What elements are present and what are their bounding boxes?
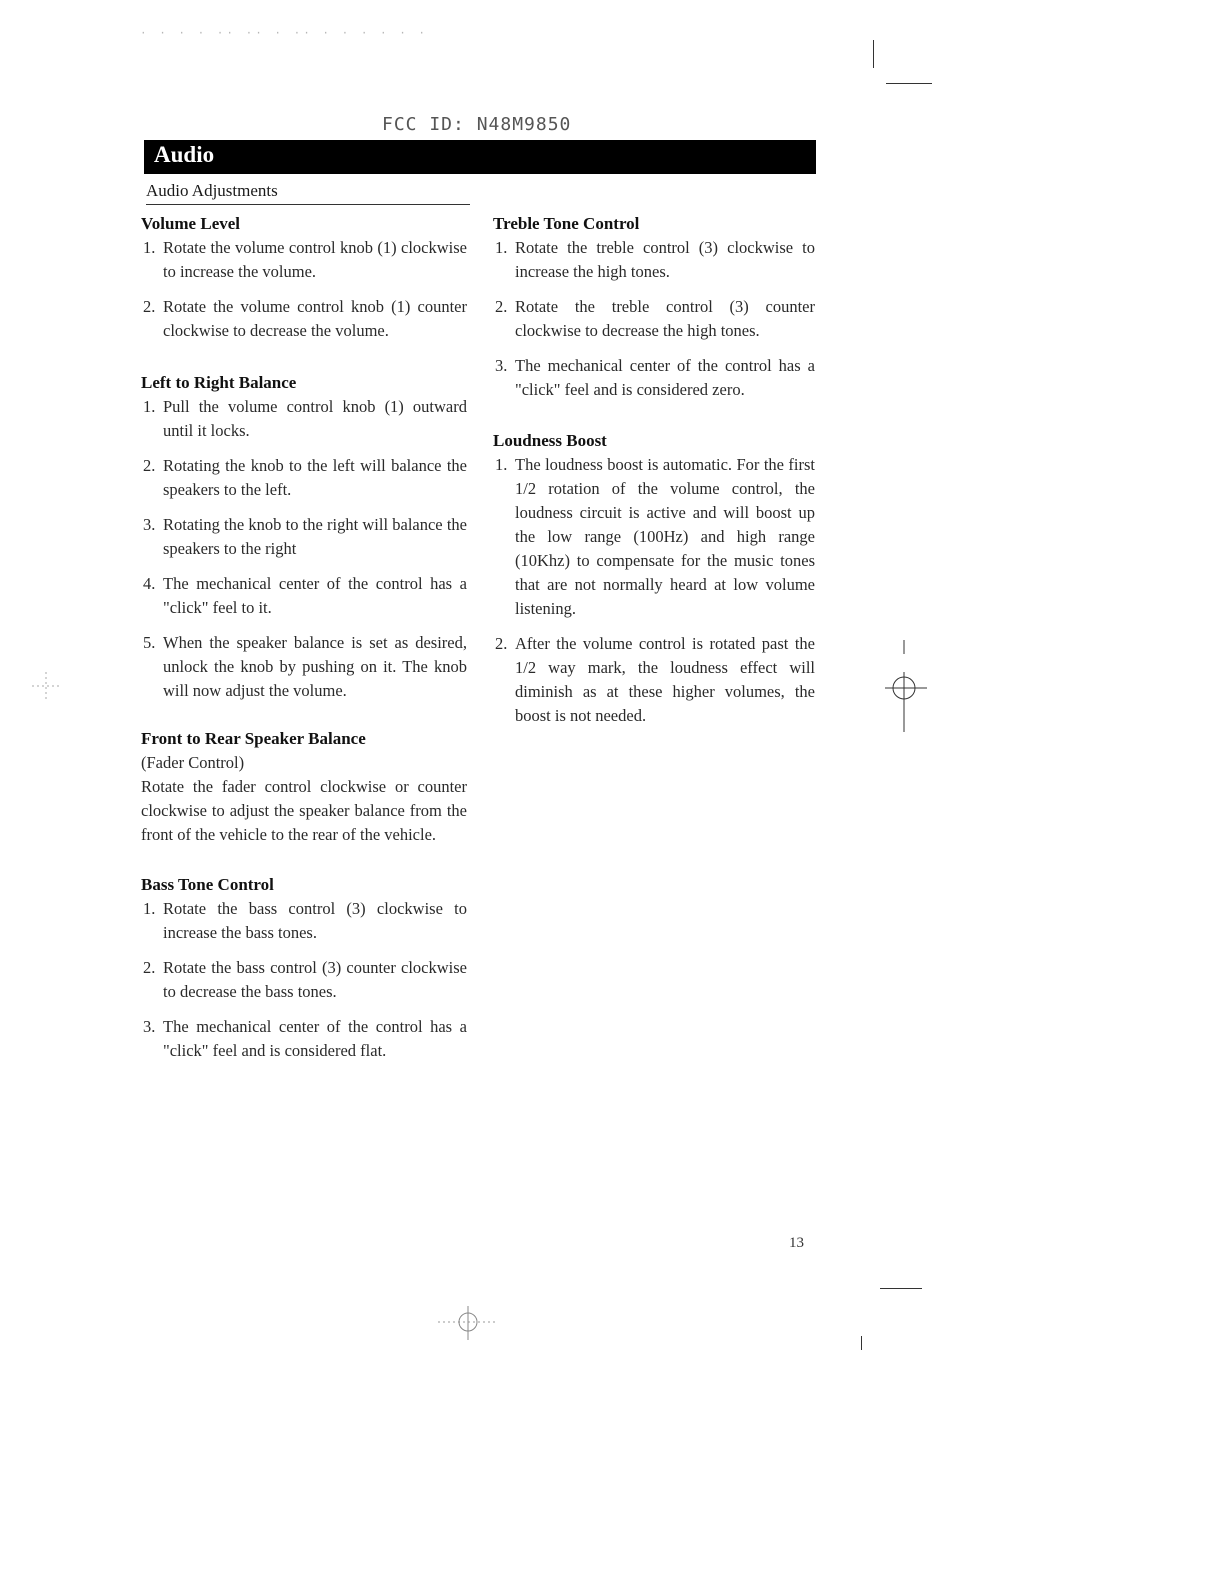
item-text: When the speaker balance is set as desired, unlock the knob by pushing on it. The knob will now adjust the volume. [163, 633, 467, 700]
list-item [141, 1015, 467, 1063]
list-item [141, 897, 467, 945]
list-item [493, 354, 815, 402]
crop-line [880, 1288, 922, 1289]
item-number: 4. [143, 574, 156, 593]
scan-artifact-text: · · · · ·· ·· · ·· · · · · · · [140, 28, 429, 40]
crop-line [873, 40, 874, 68]
list-item [493, 632, 815, 728]
list-item [141, 631, 467, 703]
registration-mark-icon [438, 1302, 498, 1342]
section-rule [146, 204, 470, 205]
item-number: 2. [495, 297, 508, 316]
list-item [141, 956, 467, 1004]
item-number: 5. [143, 633, 156, 652]
item-number: 1. [143, 899, 156, 918]
registration-mark-icon [885, 640, 929, 734]
banner-title: Audio [154, 142, 215, 167]
bass-list [141, 897, 467, 1063]
item-number: 3. [495, 356, 508, 375]
right-column [493, 212, 815, 739]
list-item [493, 295, 815, 343]
volume-list [141, 236, 467, 343]
item-number: 2. [143, 456, 156, 475]
crop-line [886, 83, 932, 84]
item-text: Rotate the bass control (3) counter clockwise to decrease the bass tones. [163, 958, 467, 1001]
item-number: 1. [143, 238, 156, 257]
item-number: 1. [143, 397, 156, 416]
item-number: 3. [143, 515, 156, 534]
list-item [141, 236, 467, 284]
list-item [141, 395, 467, 443]
section-banner [144, 140, 816, 174]
left-column [141, 212, 467, 1074]
item-text: Rotate the treble control (3) counter clockwise to decrease the high tones. [515, 297, 815, 340]
item-text: The loudness boost is automatic. For the first 1/2 rotation of the volume control, the loudness circuit is active and will boost up the low range (100Hz) and high range (10Khz) to compensate for the music tones that are not normally heard at low volume listening. [515, 455, 815, 618]
item-number: 2. [143, 297, 156, 316]
item-number: 3. [143, 1017, 156, 1036]
fcc-id: FCC ID: N48M9850 [382, 114, 572, 135]
list-item [493, 453, 815, 621]
item-text: Rotating the knob to the right will balance the speakers to the right [163, 515, 467, 558]
item-text: Pull the volume control knob (1) outward until it locks. [163, 397, 467, 440]
item-text: After the volume control is rotated past the 1/2 way mark, the loudness effect will diminish as at these higher volumes, the boost is not needed. [515, 634, 815, 725]
loudness-list [493, 453, 815, 728]
item-text: Rotate the treble control (3) clockwise to increase the high tones. [515, 238, 815, 281]
item-text: Rotate the volume control knob (1) clockwise to increase the volume. [163, 238, 467, 281]
bass-heading: Bass Tone Control [141, 875, 274, 894]
item-number: 2. [495, 634, 508, 653]
list-item [141, 572, 467, 620]
list-item [493, 236, 815, 284]
treble-list [493, 236, 815, 402]
item-text: The mechanical center of the control has a "click" feel and is considered zero. [515, 356, 815, 399]
treble-heading: Treble Tone Control [493, 214, 640, 233]
item-text: Rotate the bass control (3) clockwise to increase the bass tones. [163, 899, 467, 942]
section-heading: Audio Adjustments [146, 181, 278, 200]
item-number: 2. [143, 958, 156, 977]
item-text: Rotating the knob to the left will balance the speakers to the left. [163, 456, 467, 499]
item-text: Rotate the volume control knob (1) counter clockwise to decrease the volume. [163, 297, 467, 340]
list-item [141, 295, 467, 343]
balance-heading: Left to Right Balance [141, 373, 297, 392]
fader-text: Rotate the fader control clockwise or counter clockwise to adjust the speaker balance from the front of the vehicle to the rear of the vehicle. [141, 777, 467, 844]
registration-mark-icon [28, 668, 64, 704]
fader-subtitle: (Fader Control) [141, 753, 245, 772]
list-item [141, 513, 467, 561]
volume-heading: Volume Level [141, 214, 241, 233]
item-number: 1. [495, 238, 508, 257]
item-text: The mechanical center of the control has a "click" feel and is considered flat. [163, 1017, 467, 1060]
page-number: 13 [789, 1235, 804, 1251]
loudness-heading: Loudness Boost [493, 431, 607, 450]
item-number: 1. [495, 455, 508, 474]
fader-heading: Front to Rear Speaker Balance [141, 729, 366, 748]
crop-line [861, 1336, 862, 1350]
list-item [141, 454, 467, 502]
balance-list [141, 395, 467, 703]
item-text: The mechanical center of the control has a "click" feel to it. [163, 574, 467, 617]
